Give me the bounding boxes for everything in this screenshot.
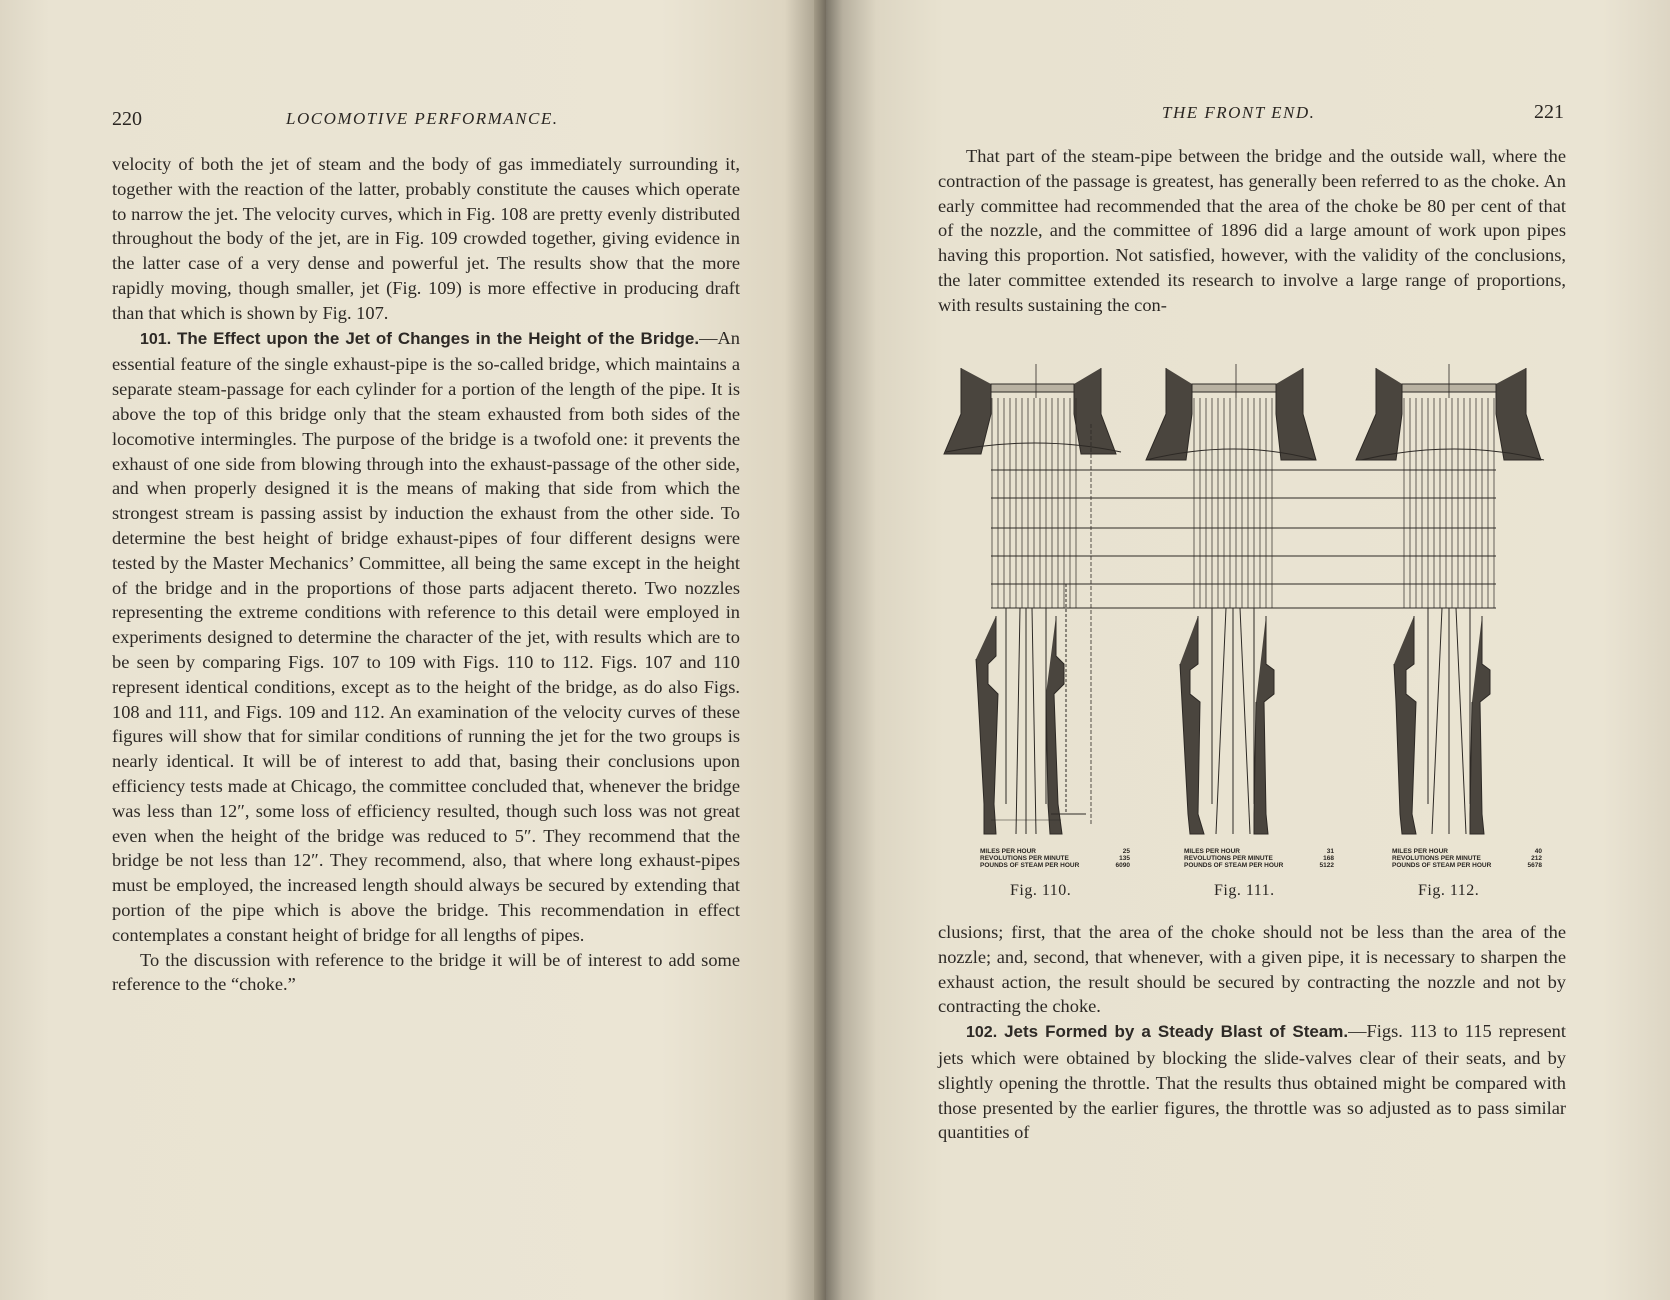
right-section-paragraph (938, 1019, 1566, 1145)
section-title-102: Jets Formed by a Steady Blast of Steam. (1004, 1022, 1349, 1042)
caption-fig-111: Fig. 111. (1214, 882, 1275, 899)
jet-lines-110 (992, 398, 1076, 608)
right-page-number-wrap (1534, 101, 1564, 124)
right-paragraph-1: That part of the steam-pipe between the bridge and the outside wall, where the contraction of the passage is greatest, has generally been referred to as the choke. An early committee had recommended that the area of the choke be 80 per cent of that of the nozzle, and the committee of 1896 did a large amount of work upon pipes having this proportion. Not satisfied, however, with the validity of the conclusions, the later committee extended its research to involve a large range of proportions, with results sustaining the con- (938, 146, 1566, 315)
right-paragraph-3: —Figs. 113 to 115 represent jets which were obtained by blocking the slide-valves clear of their seats, and by slightly opening the throttle. That the results thus obtained might be compared with those presented by the earlier figures, the throttle was so adjusted as to pass similar quantities of (938, 1021, 1566, 1143)
left-paragraph-2: —An essential feature of the single exhaust-pipe is the so-called bridge, which maintains a separate steam-passage for each cylinder for a portion of the length of the pipe. It is above the top of this bridge only that the steam exhausted from both sides of the locomotive intermingles. The purpose of the bridge is a twofold one: it prevents the exhaust of one side from blowing through into the exhaust-passage of the other side, and when properly designed it is the means of making that side from which the strongest stream is passing assist by induction the exhaust from the other side. To determine the best height of bridge exhaust-pipes of four different designs were tested by the Master Mechanics’ Committee, all being the same except in the height of the bridge and in the proportions of those parts adjacent thereto. Two nozzles representing the extreme conditions with reference to this detail were employed in experiments designed to determine the character of the jet, with results which are to be seen by comparing Figs. 107 to 109 with Figs. 110 to 112. Figs. 107 and 110 represent identical conditions, except as to the height of the bridge, as do also Figs. 108 and 111, and Figs. 109 and 112. An examination of the velocity curves of these figures will show that for similar conditions of running the jet for the two groups is nearly identical. It will be of interest to add that, basing their conclusions upon efficiency tests made at Chicago, the committee concluded that, whenever the bridge was less than 12″, some loss of efficiency resulted, though such loss was not great even when the height of the bridge was reduced to 5″. They recommend that the bridge be not less than 12″. They recommend, also, that where long exhaust-pipes must be employed, the increased length should always be secured by extending that portion of the pipe which is above the bridge. This recommendation in effect contemplates a constant height of bridge for all lengths of pipes. (112, 327, 740, 945)
left-paragraph-3: To the discussion with reference to the bridge it will be of interest to add some reference to the “choke.” (112, 949, 740, 995)
left-section-paragraph (112, 326, 740, 948)
right-paragraph-2: clusions; first, that the area of the choke should not be less than the area of the nozzle; and, second, that whenever, with a given pipe, it is necessary to sharpen the exhaust action, the result should be secured by contracting the nozzle and not by contracting the choke. (938, 922, 1566, 1017)
caption-fig-112: Fig. 112. (1418, 882, 1480, 899)
legend-fig-111: MILES PER HOUR 31 REVOLUTIONS PER MINUTE 168 POUNDS OF STEAM PER HOUR 5122 (1184, 848, 1334, 869)
legend-fig-112: MILES PER HOUR 40 REVOLUTIONS PER MINUTE 212 POUNDS OF STEAM PER HOUR 5678 (1392, 848, 1542, 869)
left-paragraph-1: velocity of both the jet of steam and the body of gas immediately surrounding it, together with the reaction of the latter, probably constitute the causes which operate to narrow the jet. The velocity curves, which in Fig. 108 are pretty evenly distributed throughout the body of the jet, are in Fig. 109 crowded together, giving evidence in the latter case of a very dense and powerful jet. The results show that the more rapidly moving, though smaller, jet (Fig. 109) is more effective in producing draft than that which is shown by Fig. 107. (112, 154, 740, 323)
exhaust-jet-figures (936, 364, 1566, 864)
left-page (0, 0, 826, 1300)
right-running-title: THE FRONT END. (1162, 103, 1316, 122)
right-body-text-top (938, 144, 1566, 318)
stack-casting-111 (1146, 368, 1316, 460)
exhaust-pipe-110 (976, 584, 1086, 834)
section-title-101: The Effect upon the Jet of Changes in the Height of the Bridge. (176, 328, 700, 348)
right-page-number: 221 (1534, 101, 1564, 123)
jet-lines-111 (1194, 398, 1272, 608)
left-page-number: 220 (112, 108, 142, 130)
left-body-text (112, 152, 740, 997)
jet-lines-112 (1404, 398, 1494, 608)
caption-fig-110: Fig. 110. (1010, 882, 1072, 899)
right-running-head (1162, 102, 1315, 124)
legend-fig-110: MILES PER HOUR 25 REVOLUTIONS PER MINUTE 135 POUNDS OF STEAM PER HOUR 6090 (980, 848, 1130, 869)
left-running-head (112, 108, 559, 131)
section-number-102: 102. (966, 1024, 998, 1042)
right-body-text-bottom (938, 920, 1566, 1145)
exhaust-pipe-111 (1180, 608, 1274, 834)
stack-casting-112 (1356, 368, 1541, 460)
left-running-title: LOCOMOTIVE PERFORMANCE. (286, 109, 559, 128)
exhaust-pipe-112 (1394, 608, 1490, 834)
section-number-101: 101. (140, 330, 172, 348)
stack-casting-110 (944, 368, 1116, 454)
